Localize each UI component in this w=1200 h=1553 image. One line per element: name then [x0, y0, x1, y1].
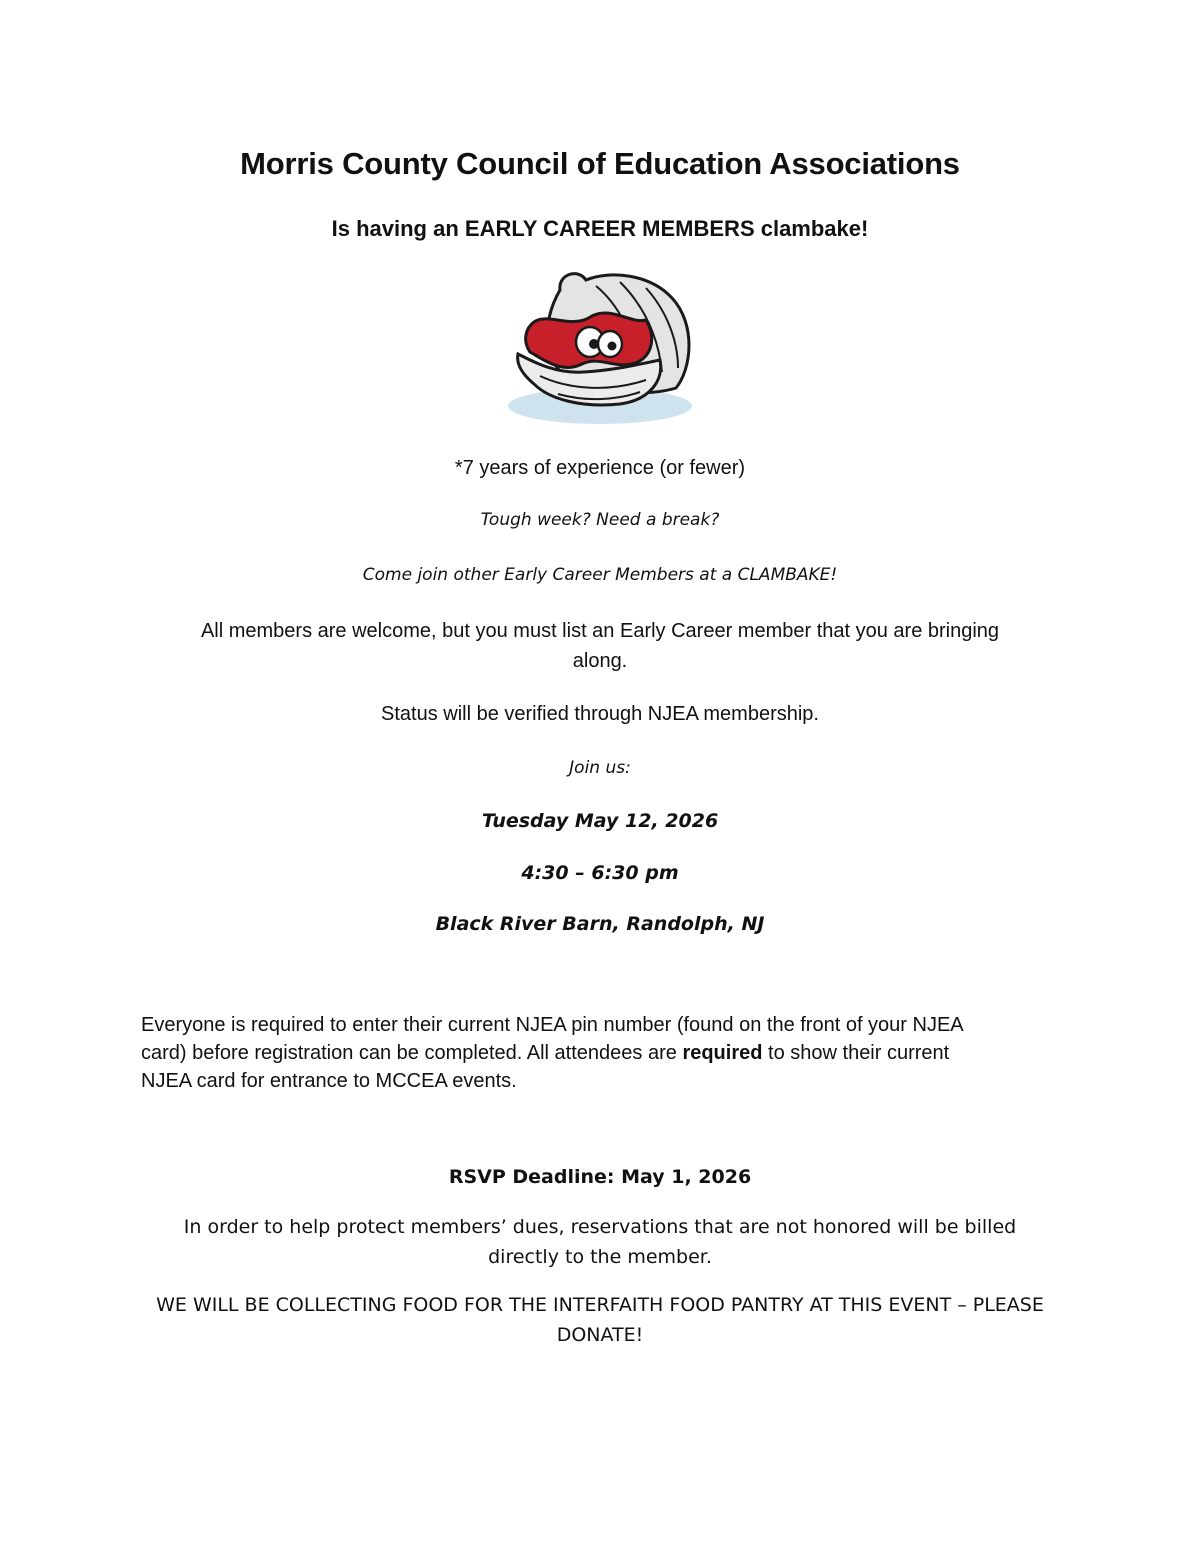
event-date: Tuesday May 12, 2026 — [481, 810, 719, 832]
requirements-line-2-start: card) before registration can be completed. All attendees are — [141, 1042, 683, 1064]
food-pantry-line-2: DONATE! — [556, 1324, 644, 1346]
dues-paragraph — [100, 1212, 1100, 1272]
clam-mascot-icon — [500, 264, 700, 428]
come-join-text: Come join other Early Career Members at a CLAMBAKE! — [362, 565, 838, 585]
page-subtitle: Is having an EARLY CAREER MEMBERS clambake! — [331, 216, 869, 241]
requirements-line-2 — [141, 1039, 1061, 1067]
requirements-line-1: Everyone is required to enter their current NJEA pin number (found on the front of your NJEA — [141, 1014, 964, 1036]
dues-line-2: directly to the member. — [488, 1246, 712, 1268]
welcome-paragraph — [100, 616, 1100, 676]
page-title: Morris County Council of Education Associations — [240, 146, 960, 181]
requirements-paragraph — [141, 1011, 1061, 1095]
food-pantry-line-1: WE WILL BE COLLECTING FOOD FOR THE INTERFAITH FOOD PANTRY AT THIS EVENT – PLEASE — [156, 1294, 1044, 1316]
status-verification-text: Status will be verified through NJEA membership. — [381, 703, 819, 725]
requirements-line-3: NJEA card for entrance to MCCEA events. — [141, 1070, 517, 1092]
event-time: 4:30 – 6:30 pm — [521, 862, 679, 884]
rsvp-deadline: RSVP Deadline: May 1, 2026 — [448, 1166, 752, 1188]
dues-line-1: In order to help protect members’ dues, reservations that are not honored will be billed — [183, 1216, 1017, 1238]
experience-note: *7 years of experience (or fewer) — [454, 457, 746, 479]
required-emphasis: required — [682, 1042, 763, 1064]
tough-week-text: Tough week? Need a break? — [480, 510, 720, 530]
join-us-text: Join us: — [569, 758, 631, 778]
welcome-line-1: All members are welcome, but you must list an Early Career member that you are bringing — [200, 620, 1000, 642]
welcome-line-2: along. — [572, 650, 628, 672]
requirements-line-2-end: to show their current — [762, 1042, 950, 1064]
food-pantry-paragraph — [100, 1290, 1100, 1350]
event-location: Black River Barn, Randolph, NJ — [435, 913, 765, 935]
